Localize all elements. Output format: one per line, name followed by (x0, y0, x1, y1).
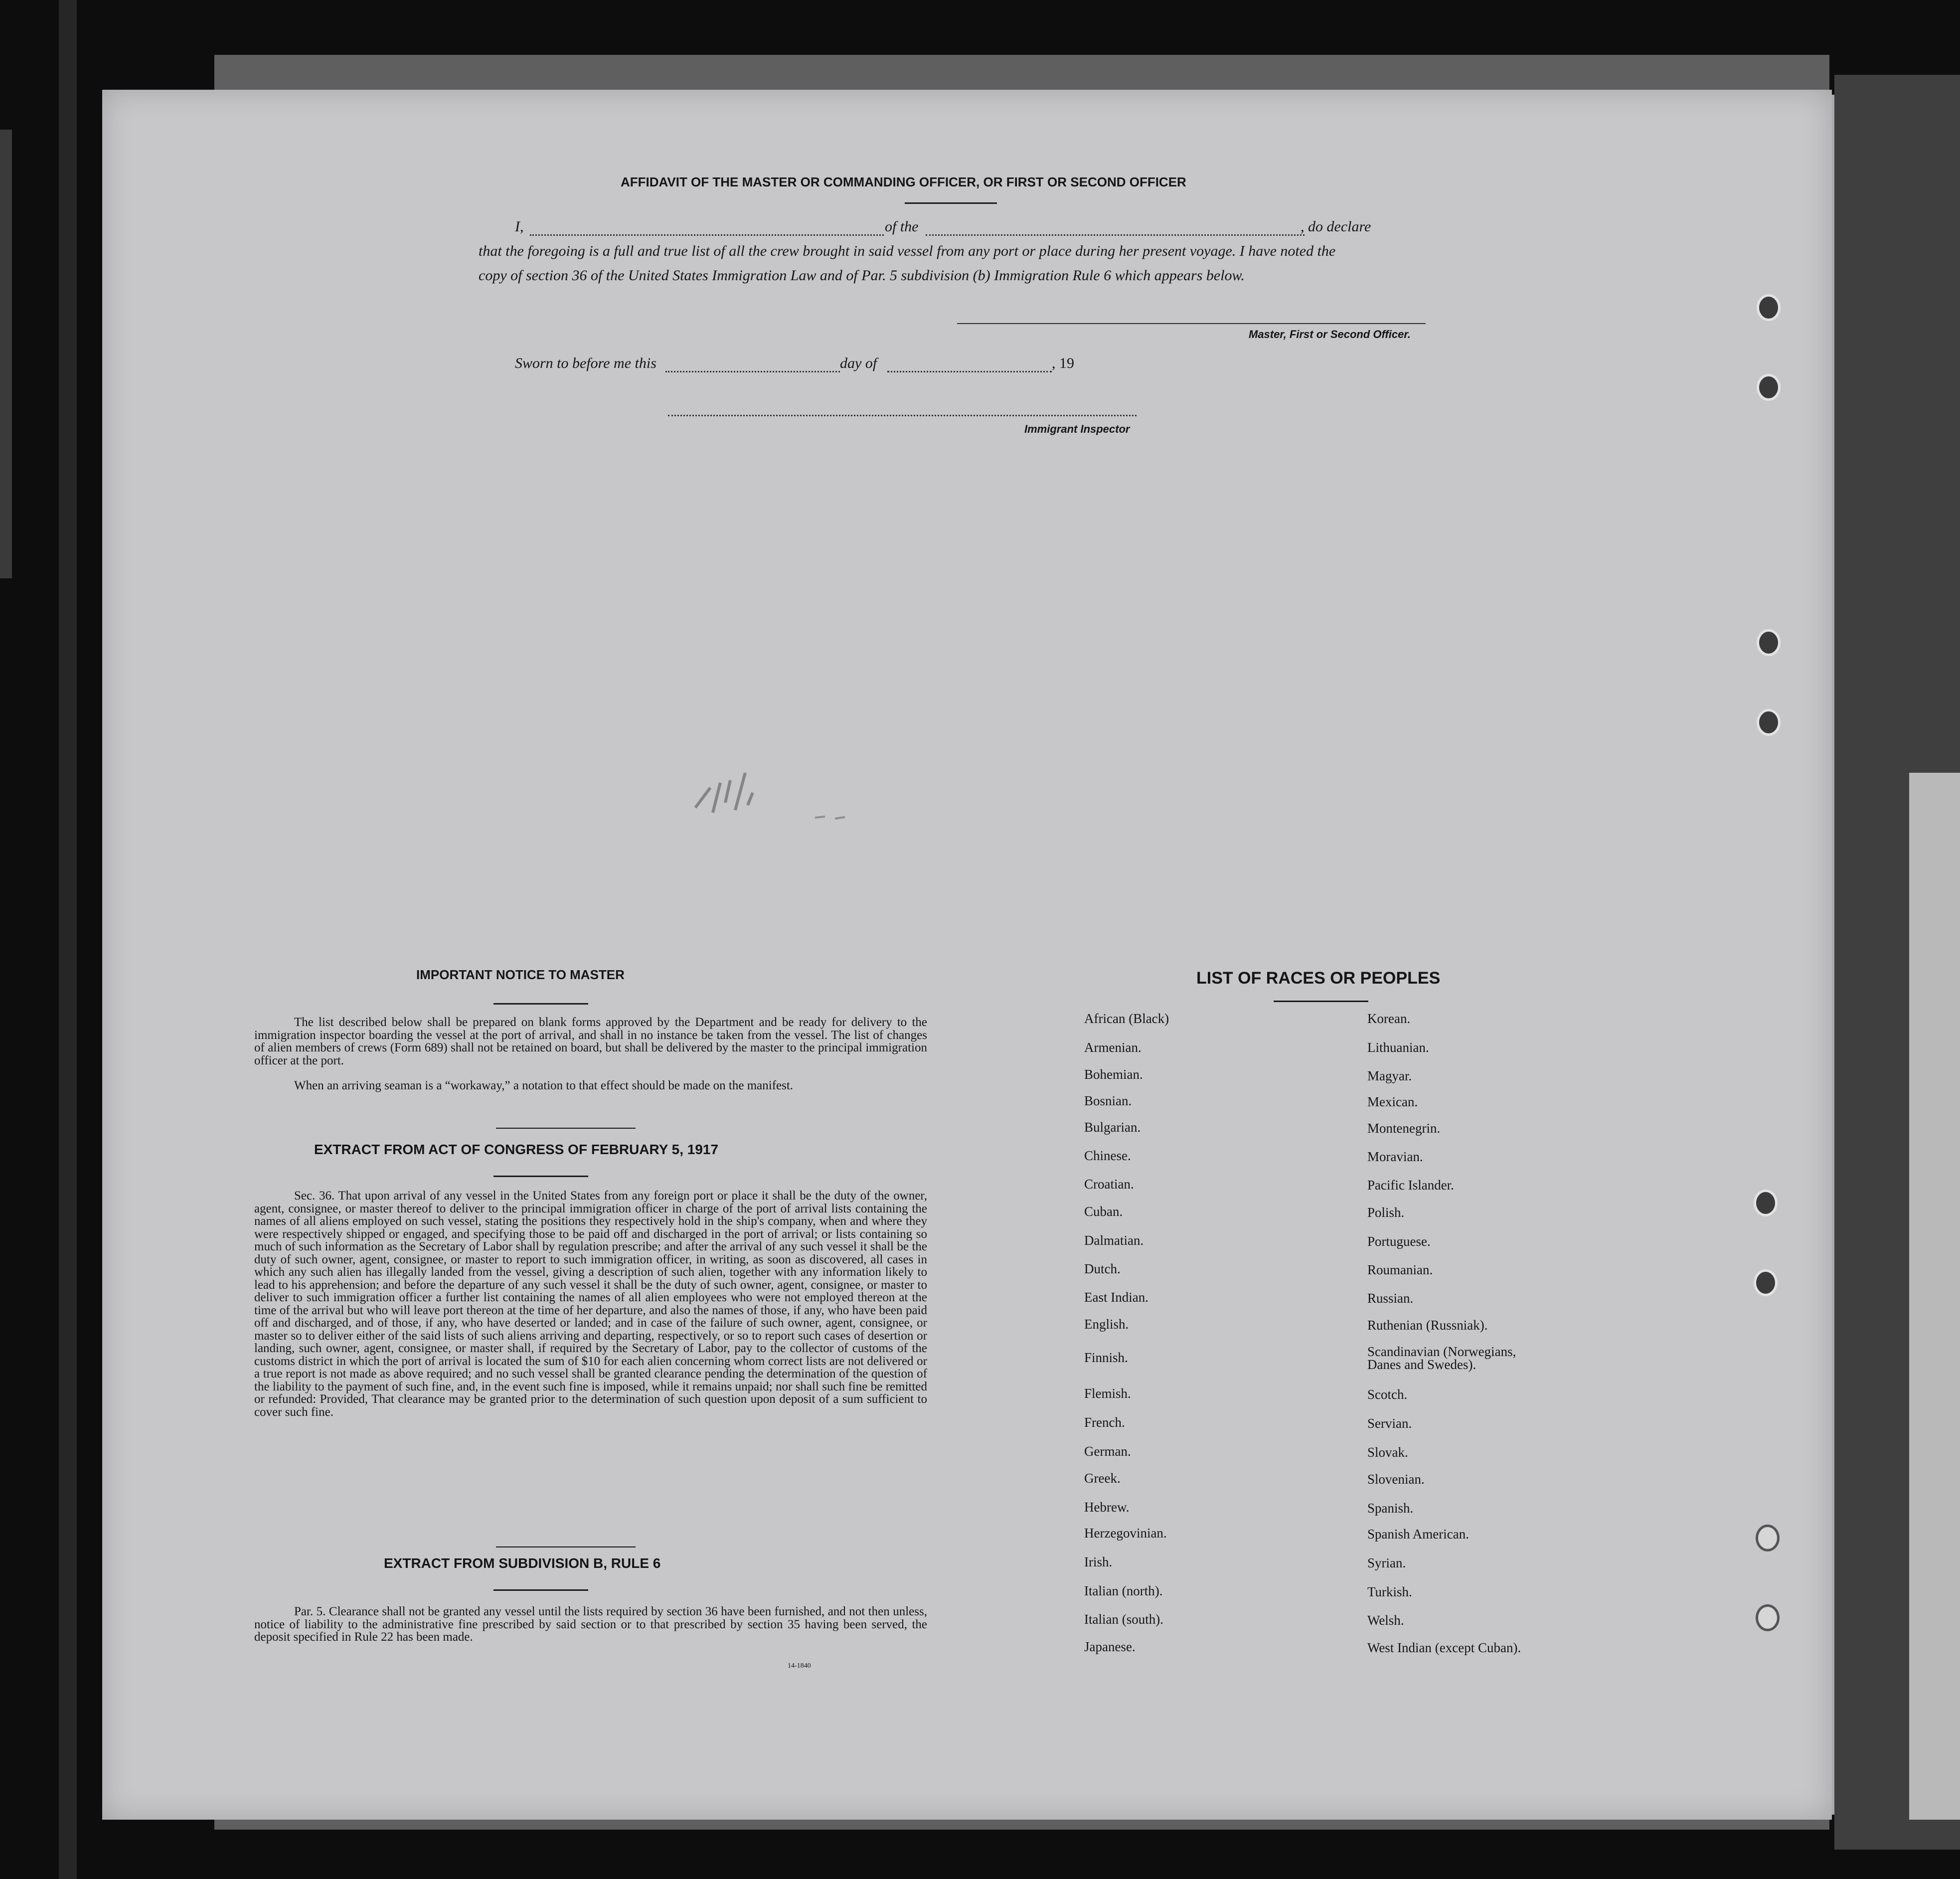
list-item: Scandinavian (Norwegians, Danes and Swedes). (1367, 1344, 1516, 1372)
list-item: Montenegrin. (1367, 1121, 1441, 1136)
sworn-month-field[interactable] (887, 371, 1052, 372)
list-item: Italian (south). (1084, 1612, 1163, 1627)
list-item: Finnish. (1084, 1350, 1128, 1365)
list-item: Korean. (1367, 1011, 1411, 1026)
list-item: Servian. (1367, 1416, 1412, 1431)
list-item: Flemish. (1084, 1386, 1131, 1401)
scan-left-edge (59, 0, 77, 1879)
list-item: Turkish. (1367, 1584, 1412, 1599)
list-item: Scotch. (1367, 1387, 1408, 1402)
day-of-text: day of (840, 355, 877, 371)
extract-act-title: EXTRACT FROM ACT OF CONGRESS OF FEBRUARY 5, 1917 (314, 1142, 719, 1157)
list-item: Greek. (1084, 1471, 1121, 1486)
list-item: English. (1084, 1317, 1129, 1332)
binder-hole (1757, 294, 1781, 321)
list-item: German. (1084, 1444, 1131, 1459)
list-item: Welsh. (1367, 1613, 1404, 1628)
list-item: Dutch. (1084, 1261, 1121, 1276)
list-item: Armenian. (1084, 1040, 1142, 1055)
list-item: Bohemian. (1084, 1067, 1143, 1082)
affidavit-title: AFFIDAVIT OF THE MASTER OR COMMANDING OFFICER, OR FIRST OR SECOND OFFICER (621, 174, 1186, 189)
list-item: Irish. (1084, 1554, 1113, 1569)
affidavit-line3: copy of section 36 of the United States Immigration Law and of Par. 5 subdivision (b) Immigration Rule 6 which appears below. (479, 267, 1245, 284)
list-item: Dalmatian. (1084, 1233, 1144, 1248)
list-item: Bulgarian. (1084, 1120, 1141, 1135)
binder-hole (1757, 374, 1781, 401)
list-item: Spanish. (1367, 1501, 1414, 1516)
list-item: Chinese. (1084, 1148, 1131, 1163)
binder-hole (1756, 1604, 1780, 1631)
list-item: Mexican. (1367, 1094, 1418, 1109)
extract-act-title-rule (493, 1176, 588, 1177)
year-text: , 19 (1052, 355, 1074, 371)
binder-hole (1756, 1525, 1780, 1551)
list-item: Bosnian. (1084, 1093, 1132, 1108)
affidavit-i: I, (515, 218, 524, 235)
list-item: Croatian. (1084, 1177, 1134, 1192)
affidavit-line2: that the foregoing is a full and true list of all the crew brought in said vessel from any port or place during her present voyage. I have noted the (479, 243, 1336, 259)
binder-hole (1757, 709, 1781, 736)
list-item: Italian (north). (1084, 1583, 1163, 1598)
list-item: Pacific Islander. (1367, 1178, 1454, 1193)
list-item: African (Black) (1084, 1011, 1169, 1026)
pencil-scribble (690, 753, 900, 833)
list-item: Portuguese. (1367, 1234, 1431, 1249)
section-divider-2 (496, 1546, 636, 1547)
notice-title: IMPORTANT NOTICE TO MASTER (416, 967, 625, 982)
binder-hole (1754, 1269, 1778, 1296)
binder-hole (1757, 629, 1781, 656)
list-item: Magyar. (1367, 1068, 1412, 1083)
notice-paragraph-1: The list described below shall be prepared on blank forms approved by the Department and be ready for delivery to the immigration inspector boarding the vessel at the port of arrival, and shall in no instance be taken from the vessel. The list of changes of alien members of crews (Form 689) shall not be retained on board, but shall be delivered by the master to the principal immigration officer at the port. (254, 1016, 927, 1067)
master-label: Master, First or Second Officer. (1249, 328, 1411, 341)
inspector-label: Immigrant Inspector (1024, 423, 1130, 435)
list-item: Ruthenian (Russniak). (1367, 1318, 1488, 1333)
list-item: Syrian. (1367, 1555, 1406, 1570)
list-item: Japanese. (1084, 1639, 1136, 1654)
affidavit-declare: , do declare (1301, 218, 1371, 235)
sworn-day-field[interactable] (665, 371, 840, 372)
vessel-field[interactable] (926, 234, 1305, 236)
list-item: Slovak. (1367, 1445, 1408, 1460)
list-item: Spanish American. (1367, 1527, 1469, 1541)
binder-hole (1754, 1190, 1778, 1216)
binder-board-light (1909, 773, 1960, 1820)
inspector-signature-line[interactable] (668, 415, 1137, 416)
affidavit-of-the: of the (885, 218, 919, 235)
scan-left-edge-strip (0, 130, 12, 578)
races-title-rule (1274, 1001, 1368, 1002)
sworn-text: Sworn to before me this (515, 355, 656, 371)
section-divider-1 (496, 1128, 636, 1129)
list-item: Herzegovinian. (1084, 1526, 1167, 1540)
extract-act-text: Sec. 36. That upon arrival of any vessel in the United States from any foreign port or place it shall be the duty of the owner, agent, consignee, or master thereof to deliver to the principal immigration officer in charge of the port of arrival lists containing the names of all aliens employed on such vessel, stating the positions they respectively hold in the ship's company, when and where they were respectively shipped or engaged, and specifying those to be paid off and discharged in the port of arrival; or lists containing so much of such information as the Secretary of Labor shall by regulation prescribe; and after the arrival of any such vessel it shall be the duty of such owner, agent, consignee, or master to report to such immigration officer, in writing, as soon as discovered, all cases in which any such alien has illegally landed from the vessel, giving a description of such alien, together with any information likely to lead to his apprehension; and before the departure of any such vessel it shall be the duty of such owner, agent, consignee, or master to deliver to such immigration officer a further list containing the names of all alien employees who were not employed thereon at the time of the arrival but who will leave port thereon at the time of her departure, and also the names of those, if any, who have been paid off and discharged, and of those, if any, who have deserted or landed; and in case of the failure of such owner, agent, consignee, or master so to deliver either of the said lists of such aliens arriving and departing, respectively, or so to report such cases of desertion or landing, such owner, agent, consignee, or master shall, if required by the Secretary of Labor, pay to the collector of customs of the customs district in which the port of arrival is located the sum of $10 for each alien concerning whom correct lists are not delivered or a true report is not made as above required; and no such vessel shall be granted clearance pending the determination of the question of the liability to the payment of such fine, and, in the event such fine is imposed, while it remains unpaid; nor shall such fine be remitted or refunded: Provided, That clearance may be granted prior to the determination of such question upon deposit of a sum sufficient to cover such fine. (254, 1189, 927, 1419)
document-page (102, 90, 1832, 1820)
extract-rule-title-rule (493, 1589, 588, 1591)
extract-rule-text: Par. 5. Clearance shall not be granted any vessel until the lists required by section 36 have been furnished, and not then unless, notice of liability to the administrative fine prescribed by said section or to that prescribed by section 35 having been served, the deposit specified in Rule 22 has been made. (254, 1605, 927, 1644)
notice-title-rule (493, 1003, 588, 1005)
list-item: Russian. (1367, 1291, 1414, 1306)
list-item: French. (1084, 1415, 1125, 1430)
list-item: West Indian (except Cuban). (1367, 1640, 1521, 1655)
master-signature-line[interactable] (957, 323, 1426, 324)
form-number: 14-1840 (788, 1662, 811, 1670)
list-item: Polish. (1367, 1205, 1405, 1220)
list-item: Cuban. (1084, 1204, 1123, 1219)
affidavit-title-rule (905, 202, 997, 204)
list-item: Hebrew. (1084, 1500, 1130, 1515)
list-item: Roumanian. (1367, 1262, 1433, 1277)
notice-paragraph-2: When an arriving seaman is a “workaway,” a notation to that effect should be made on the manifest. (294, 1079, 794, 1092)
list-item: Lithuanian. (1367, 1040, 1429, 1055)
races-title: LIST OF RACES OR PEOPLES (1196, 969, 1441, 988)
list-item: Moravian. (1367, 1149, 1423, 1164)
list-item: Slovenian. (1367, 1472, 1425, 1487)
list-item: East Indian. (1084, 1290, 1148, 1305)
name-field[interactable] (530, 234, 884, 236)
extract-rule-title: EXTRACT FROM SUBDIVISION B, RULE 6 (384, 1555, 661, 1571)
